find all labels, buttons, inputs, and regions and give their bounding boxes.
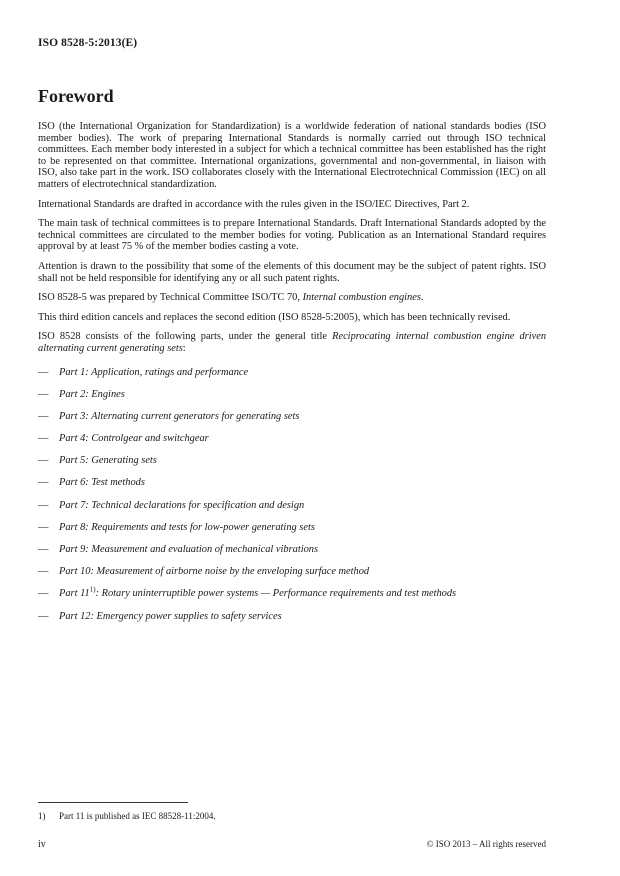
parts-intro-text: ISO 8528 consists of the following parts, under the general title xyxy=(38,331,333,343)
committee-name: Internal combustion engines xyxy=(302,292,421,304)
list-dash: — xyxy=(38,455,49,467)
foreword-body xyxy=(38,121,546,633)
paragraph-edition: This third edition cancels and replaces the second edition (ISO 8528-5:2005), which has been technically revised. xyxy=(38,311,511,323)
list-item xyxy=(38,411,546,433)
part-11-prefix: Part 11 xyxy=(59,588,90,600)
parts-intro-end: : xyxy=(182,342,186,354)
footnote-number: 1) xyxy=(38,811,46,821)
paragraph-iso-intro: ISO (the International Organization for Standardization) is a worldwide federation of national standards bodies (ISO member bodies). The work of preparing International Standards is normally carried out through ISO technical committees. Each member body interested in a subject for which a technical committee has been established has the right to be represented on that committee. International organizations, governmental and non-governmental, in liaison with ISO, also take part in the work. ISO collaborates closely with the International Electrotechnical Commission (IEC) on all matters of electrotechnical standardization. xyxy=(38,121,546,190)
list-item xyxy=(38,477,546,499)
list-item xyxy=(38,389,546,411)
list-dash: — xyxy=(38,433,49,445)
paragraph-prepared-by xyxy=(38,292,546,304)
list-dash: — xyxy=(38,366,49,378)
document-identifier: ISO 8528-5:2013(E) xyxy=(38,37,138,49)
list-dash: — xyxy=(38,588,49,600)
list-dash: — xyxy=(38,477,49,489)
part-label: Part 8: Requirements and tests for low-power generating sets xyxy=(59,521,315,533)
footnote-text: Part 11 is published as IEC 88528-11:2004. xyxy=(59,811,216,821)
paragraph-directives: International Standards are drafted in accordance with the rules given in the ISO/IEC Directives, Part 2. xyxy=(38,198,470,210)
list-dash: — xyxy=(38,610,49,622)
list-dash: — xyxy=(38,388,49,400)
parts-list xyxy=(38,367,546,633)
footnote-separator xyxy=(38,802,188,803)
list-item xyxy=(38,500,546,522)
footnote xyxy=(38,811,216,821)
list-item xyxy=(38,585,546,610)
part-label: Part 1: Application, ratings and performance xyxy=(59,366,249,378)
list-dash: — xyxy=(38,410,49,422)
part-label: Part 4: Controlgear and switchgear xyxy=(59,433,209,445)
part-label: Part 2: Engines xyxy=(59,388,125,400)
prepared-by-text: ISO 8528-5 was prepared by Technical Committee ISO/TC 70, xyxy=(38,292,303,304)
list-dash: — xyxy=(38,566,49,578)
list-item xyxy=(38,566,546,588)
page-number: iv xyxy=(38,839,46,850)
part-label: Part 12: Emergency power supplies to safety services xyxy=(59,610,282,622)
list-item xyxy=(38,433,546,455)
general-title: Reciprocating internal combustion engine driven alternating current generating sets xyxy=(38,331,547,354)
list-item xyxy=(38,367,546,389)
list-item xyxy=(38,522,546,544)
part-label: Part 9: Measurement and evaluation of mechanical vibrations xyxy=(59,544,319,555)
list-dash: — xyxy=(38,521,49,533)
part-label: Part 6: Test methods xyxy=(59,477,145,489)
part-label: Part 3: Alternating current generators for generating sets xyxy=(59,410,300,422)
list-dash: — xyxy=(38,499,49,511)
section-title: Foreword xyxy=(38,86,114,106)
part-label: Part 5: Generating sets xyxy=(59,455,157,467)
part-label: Part 7: Technical declarations for specification and design xyxy=(59,499,305,511)
part-label: Part 10: Measurement of airborne noise by the enveloping surface method xyxy=(59,566,370,578)
paragraph-parts-intro xyxy=(38,331,546,354)
list-item xyxy=(38,611,546,633)
paragraph-technical-committees: The main task of technical committees is to prepare International Standards. Draft International Standards adopted by the technical committees are circulated to the member bodies for voting. Publication as an International Standard requires approval by at least 75 % of the member bodies casting a vote. xyxy=(38,218,546,253)
prepared-by-end: . xyxy=(420,292,424,304)
footnote-reference[interactable]: 1) xyxy=(89,585,96,594)
paragraph-patent-rights: Attention is drawn to the possibility that some of the elements of this document may be the subject of patent rights. ISO shall not be held responsible for identifying any or all such patent rights. xyxy=(38,260,546,284)
part-label-11 xyxy=(59,585,457,600)
copyright-notice: © ISO 2013 – All rights reserved xyxy=(426,839,546,849)
list-item xyxy=(38,544,546,566)
part-11-suffix: : Rotary uninterruptible power systems — Performance requirements and test methods xyxy=(95,588,457,600)
list-item xyxy=(38,455,546,477)
list-dash: — xyxy=(38,544,49,555)
